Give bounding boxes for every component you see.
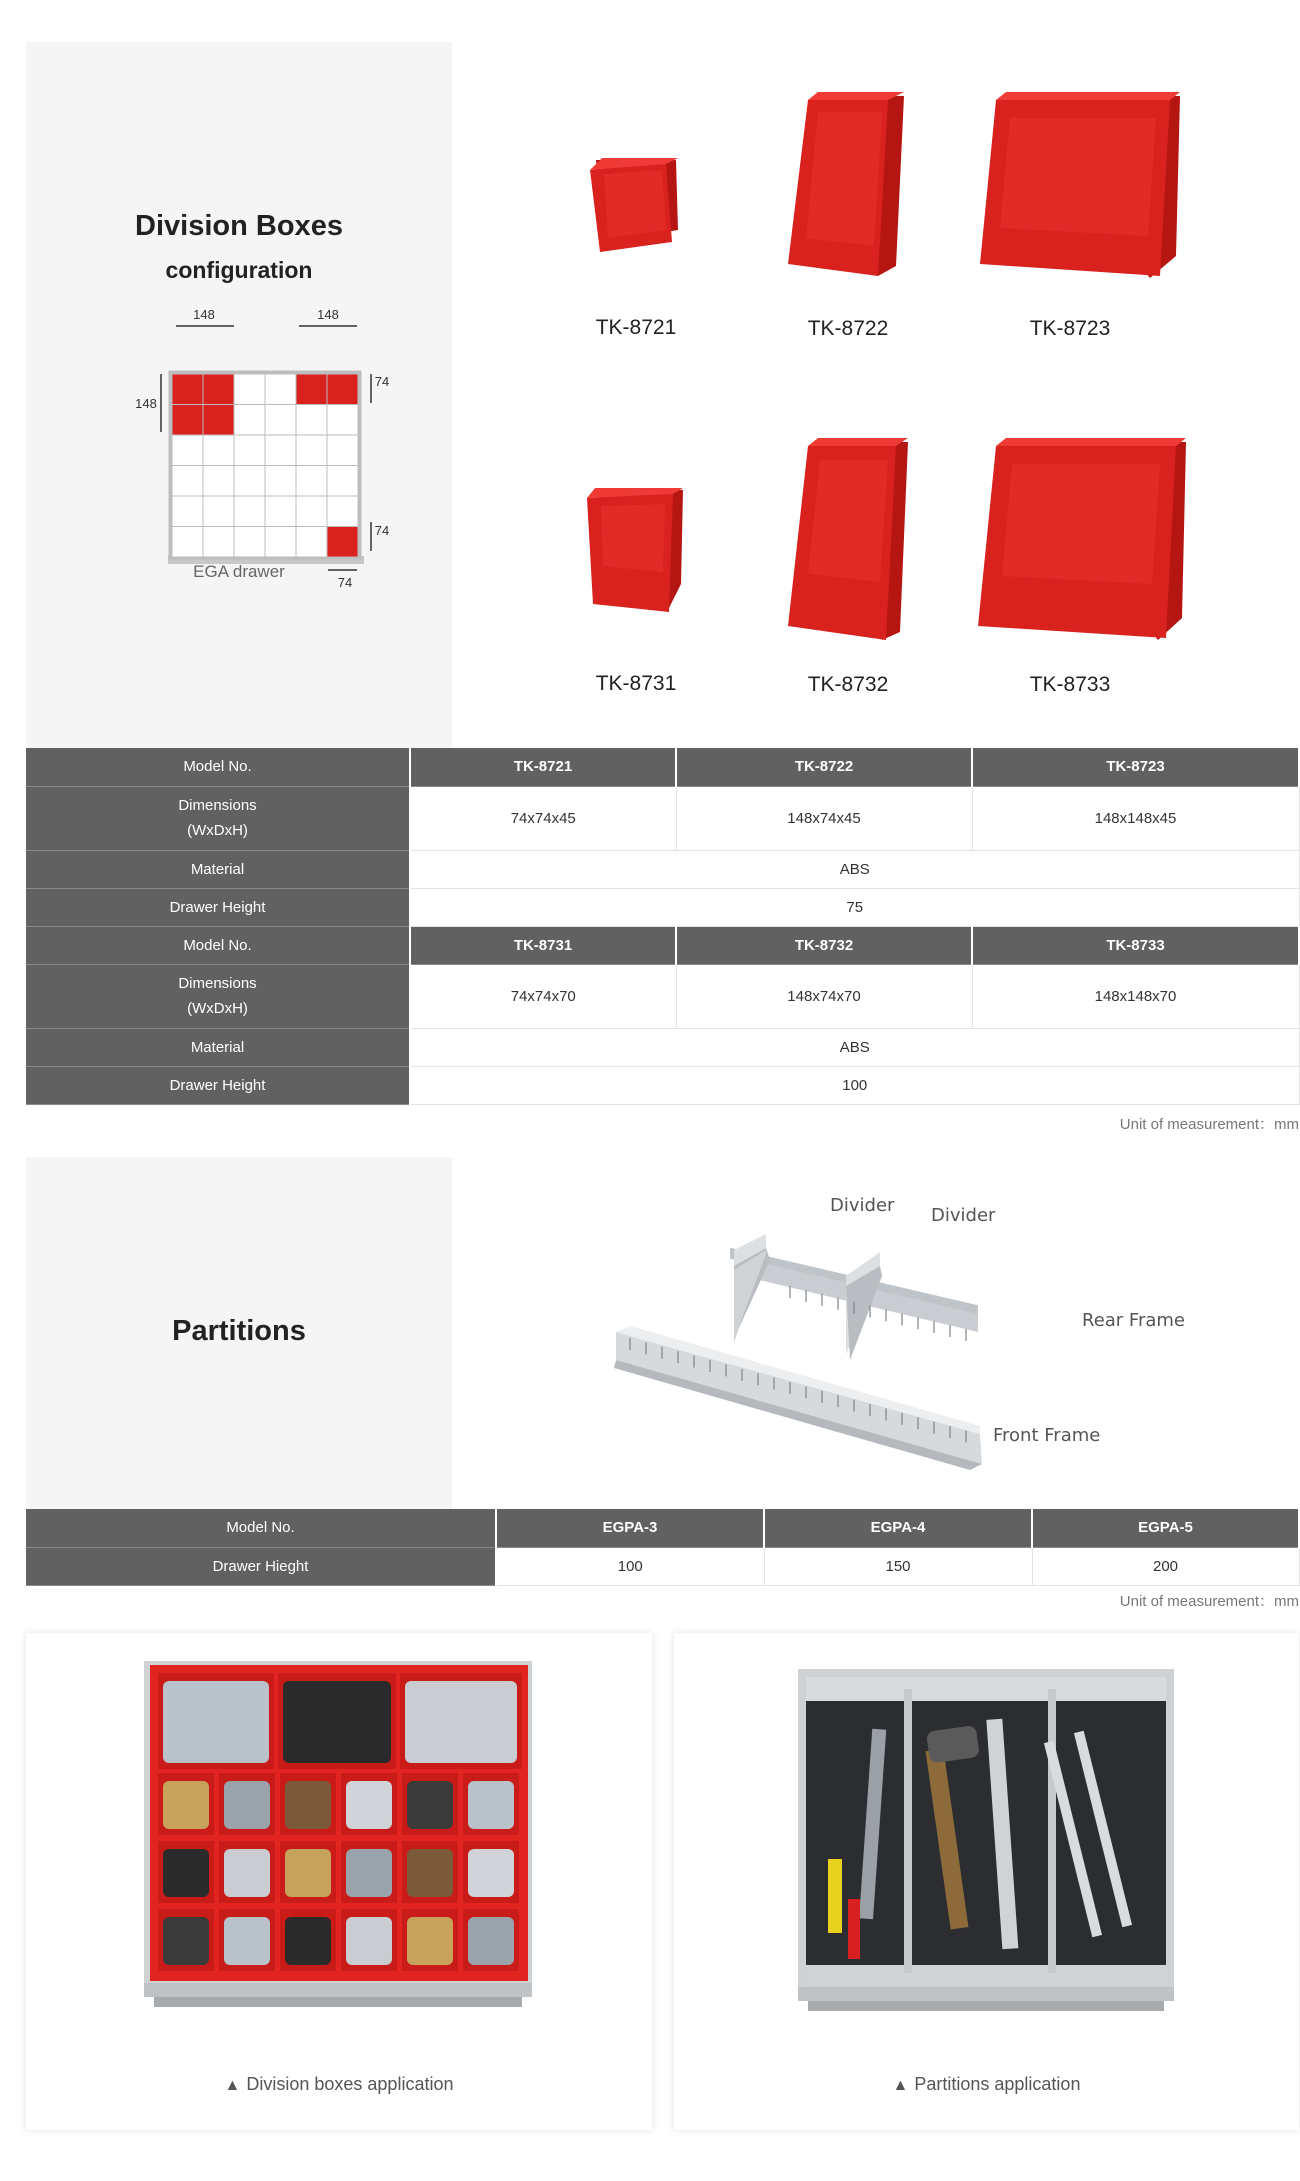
grid-cell [265,466,296,497]
dimensions-label-line1: Dimensions [178,975,257,992]
grid-cell [296,466,327,497]
bin-contents [163,1781,209,1829]
grid-cell [265,435,296,466]
grid-cell [296,527,327,558]
partitions-panel [26,1157,452,1509]
small-box-image [576,130,696,310]
divider-label-2: Divider [931,1205,996,1226]
bin-contents [285,1917,331,1965]
grid-cell [203,466,234,497]
grid-cell [296,405,327,436]
drawer-height-row [26,888,1299,926]
material-row [26,1028,1299,1066]
bin-contents [224,1917,270,1965]
partitions-application-caption [674,2074,1299,2095]
bin-contents [163,1917,209,1965]
grid-cell [234,405,265,436]
dim-top-left: 148 [193,307,215,322]
product-tk-8722 [748,86,948,341]
product-code: TK-8731 [595,672,677,695]
model-cell: TK-8732 [676,926,972,964]
drawer-height-cell: 75 [410,888,1299,926]
product-code: TK-8722 [807,317,889,340]
ega-drawer-caption: EGA drawer [193,562,285,581]
bin-contents [163,1849,209,1897]
rear-frame-label: Rear Frame [1082,1310,1186,1331]
drawer-height-row [26,1547,1299,1585]
model-cell: EGPA-5 [1032,1509,1299,1547]
product-code: TK-8721 [595,316,677,339]
grid-cell [172,527,203,558]
dimensions-cell: 148x148x70 [972,964,1299,1028]
product-tk-8723 [970,86,1170,341]
product-code: TK-8732 [807,673,889,696]
bin-contents [468,1917,514,1965]
dimensions-label-line2: (WxDxH) [187,1000,248,1017]
configuration-subtitle: configuration [165,257,313,283]
front-frame-label: Front Frame [993,1425,1101,1446]
dim-top-right: 148 [317,307,339,322]
small-tall-box-image [571,476,701,666]
grid-cell-filled [172,374,203,405]
model-label: Model No. [26,748,410,786]
grid-cell [234,527,265,558]
model-cell: TK-8722 [676,748,972,786]
division-boxes-spec-table [26,748,1300,1105]
model-cell: EGPA-3 [496,1509,764,1547]
dimensions-cell: 148x148x45 [972,786,1299,850]
dimensions-row [26,786,1299,850]
dimensions-label [26,964,410,1028]
drawer-height-row [26,1066,1299,1104]
product-tk-8731 [536,476,736,696]
dim-bottom: 74 [337,575,353,590]
partitions-title: Partitions [172,1315,306,1347]
caption-text: Division boxes application [246,2074,454,2094]
material-label: Material [26,850,410,888]
bin-contents [224,1849,270,1897]
grid-cell [265,496,296,527]
dim-right-top: 74 [374,374,390,389]
height-cell: 150 [764,1547,1032,1585]
grid-cell-filled [203,374,234,405]
grid-cell [296,496,327,527]
model-label: Model No. [26,1509,496,1547]
drawer-height-label: Drawer Hieght [26,1547,496,1585]
grid-cell-filled [172,405,203,436]
bin-contents [346,1917,392,1965]
dim-left: 148 [135,396,157,411]
grid-cell [234,466,265,497]
bin-contents [163,1681,269,1763]
bin-contents [346,1781,392,1829]
grid-cell-filled [327,527,358,558]
grid-cell-filled [203,405,234,436]
material-row [26,850,1299,888]
drawer-height-label: Drawer Height [26,1066,410,1104]
bin-contents [346,1849,392,1897]
large-tall-box-image [970,432,1195,667]
division-boxes-application-card [26,1633,652,2130]
grid-cell [327,496,358,527]
model-row [26,1509,1299,1547]
grid-cell [234,435,265,466]
model-cell: TK-8733 [972,926,1299,964]
grid-cell [203,435,234,466]
partitions-application-card [674,1633,1299,2130]
division-boxes-title: Division Boxes [135,210,343,242]
division-boxes-application-photo [144,1661,534,2011]
bin-contents [468,1781,514,1829]
grid-cell [327,466,358,497]
caption-text: Partitions application [914,2074,1081,2094]
grid-cell [203,527,234,558]
model-row [26,748,1299,786]
height-cell: 100 [496,1547,764,1585]
bin-contents [407,1849,453,1897]
grid-cell [172,496,203,527]
bin-contents [224,1781,270,1829]
product-tk-8732 [748,432,948,697]
model-label: Model No. [26,926,410,964]
material-cell: ABS [410,850,1299,888]
bin-contents [285,1781,331,1829]
grid-cell [327,435,358,466]
unit-note: Unit of measurement：mm [1119,1116,1299,1133]
dimensions-cell: 148x74x70 [676,964,972,1028]
dimensions-label [26,786,410,850]
bin-contents [285,1849,331,1897]
partitions-application-photo [798,1669,1178,2019]
dimensions-cell: 74x74x70 [410,964,676,1028]
triangle-up-icon: ▲ [224,2077,241,2094]
medium-tall-box-image [778,432,918,667]
dim-right-bottom: 74 [374,523,390,538]
bin-contents [405,1681,517,1763]
product-code: TK-8733 [1029,673,1111,696]
grid-cell-filled [296,374,327,405]
grid-cell [265,527,296,558]
grid-cell [172,466,203,497]
dimensions-row [26,964,1299,1028]
ega-drawer-diagram [116,302,390,602]
grid-cell-filled [327,374,358,405]
product-code: TK-8723 [1029,317,1111,340]
partitions-image [610,1230,1000,1470]
height-cell: 200 [1032,1547,1299,1585]
grid-cell [265,374,296,405]
unit-note: Unit of measurement：mm [1119,1593,1299,1610]
drawer-height-label: Drawer Height [26,888,410,926]
model-cell: TK-8723 [972,748,1299,786]
triangle-up-icon: ▲ [892,2077,909,2094]
drawer-height-cell: 100 [410,1066,1299,1104]
model-cell: TK-8731 [410,926,676,964]
dimensions-cell: 74x74x45 [410,786,676,850]
bin-contents [468,1849,514,1897]
model-row [26,926,1299,964]
grid-cell [327,405,358,436]
product-tk-8721 [536,130,736,340]
dimensions-cell: 148x74x45 [676,786,972,850]
material-label: Material [26,1028,410,1066]
grid-cell [234,374,265,405]
large-box-image [970,86,1190,311]
division-boxes-application-caption [26,2074,652,2095]
bin-contents [283,1681,391,1763]
product-tk-8733 [970,432,1170,697]
grid-cell [234,496,265,527]
grid-cell [296,435,327,466]
bin-contents [407,1781,453,1829]
model-cell: EGPA-4 [764,1509,1032,1547]
grid-cell [203,496,234,527]
material-cell: ABS [410,1028,1299,1066]
medium-box-image [778,86,918,311]
model-cell: TK-8721 [410,748,676,786]
divider-label-1: Divider [830,1195,895,1216]
grid-cell [265,405,296,436]
bin-contents [407,1917,453,1965]
dimensions-label-line1: Dimensions [178,797,257,814]
dimensions-label-line2: (WxDxH) [187,822,248,839]
partitions-spec-table [26,1509,1300,1586]
division-boxes-panel [26,42,452,748]
grid-cell [172,435,203,466]
